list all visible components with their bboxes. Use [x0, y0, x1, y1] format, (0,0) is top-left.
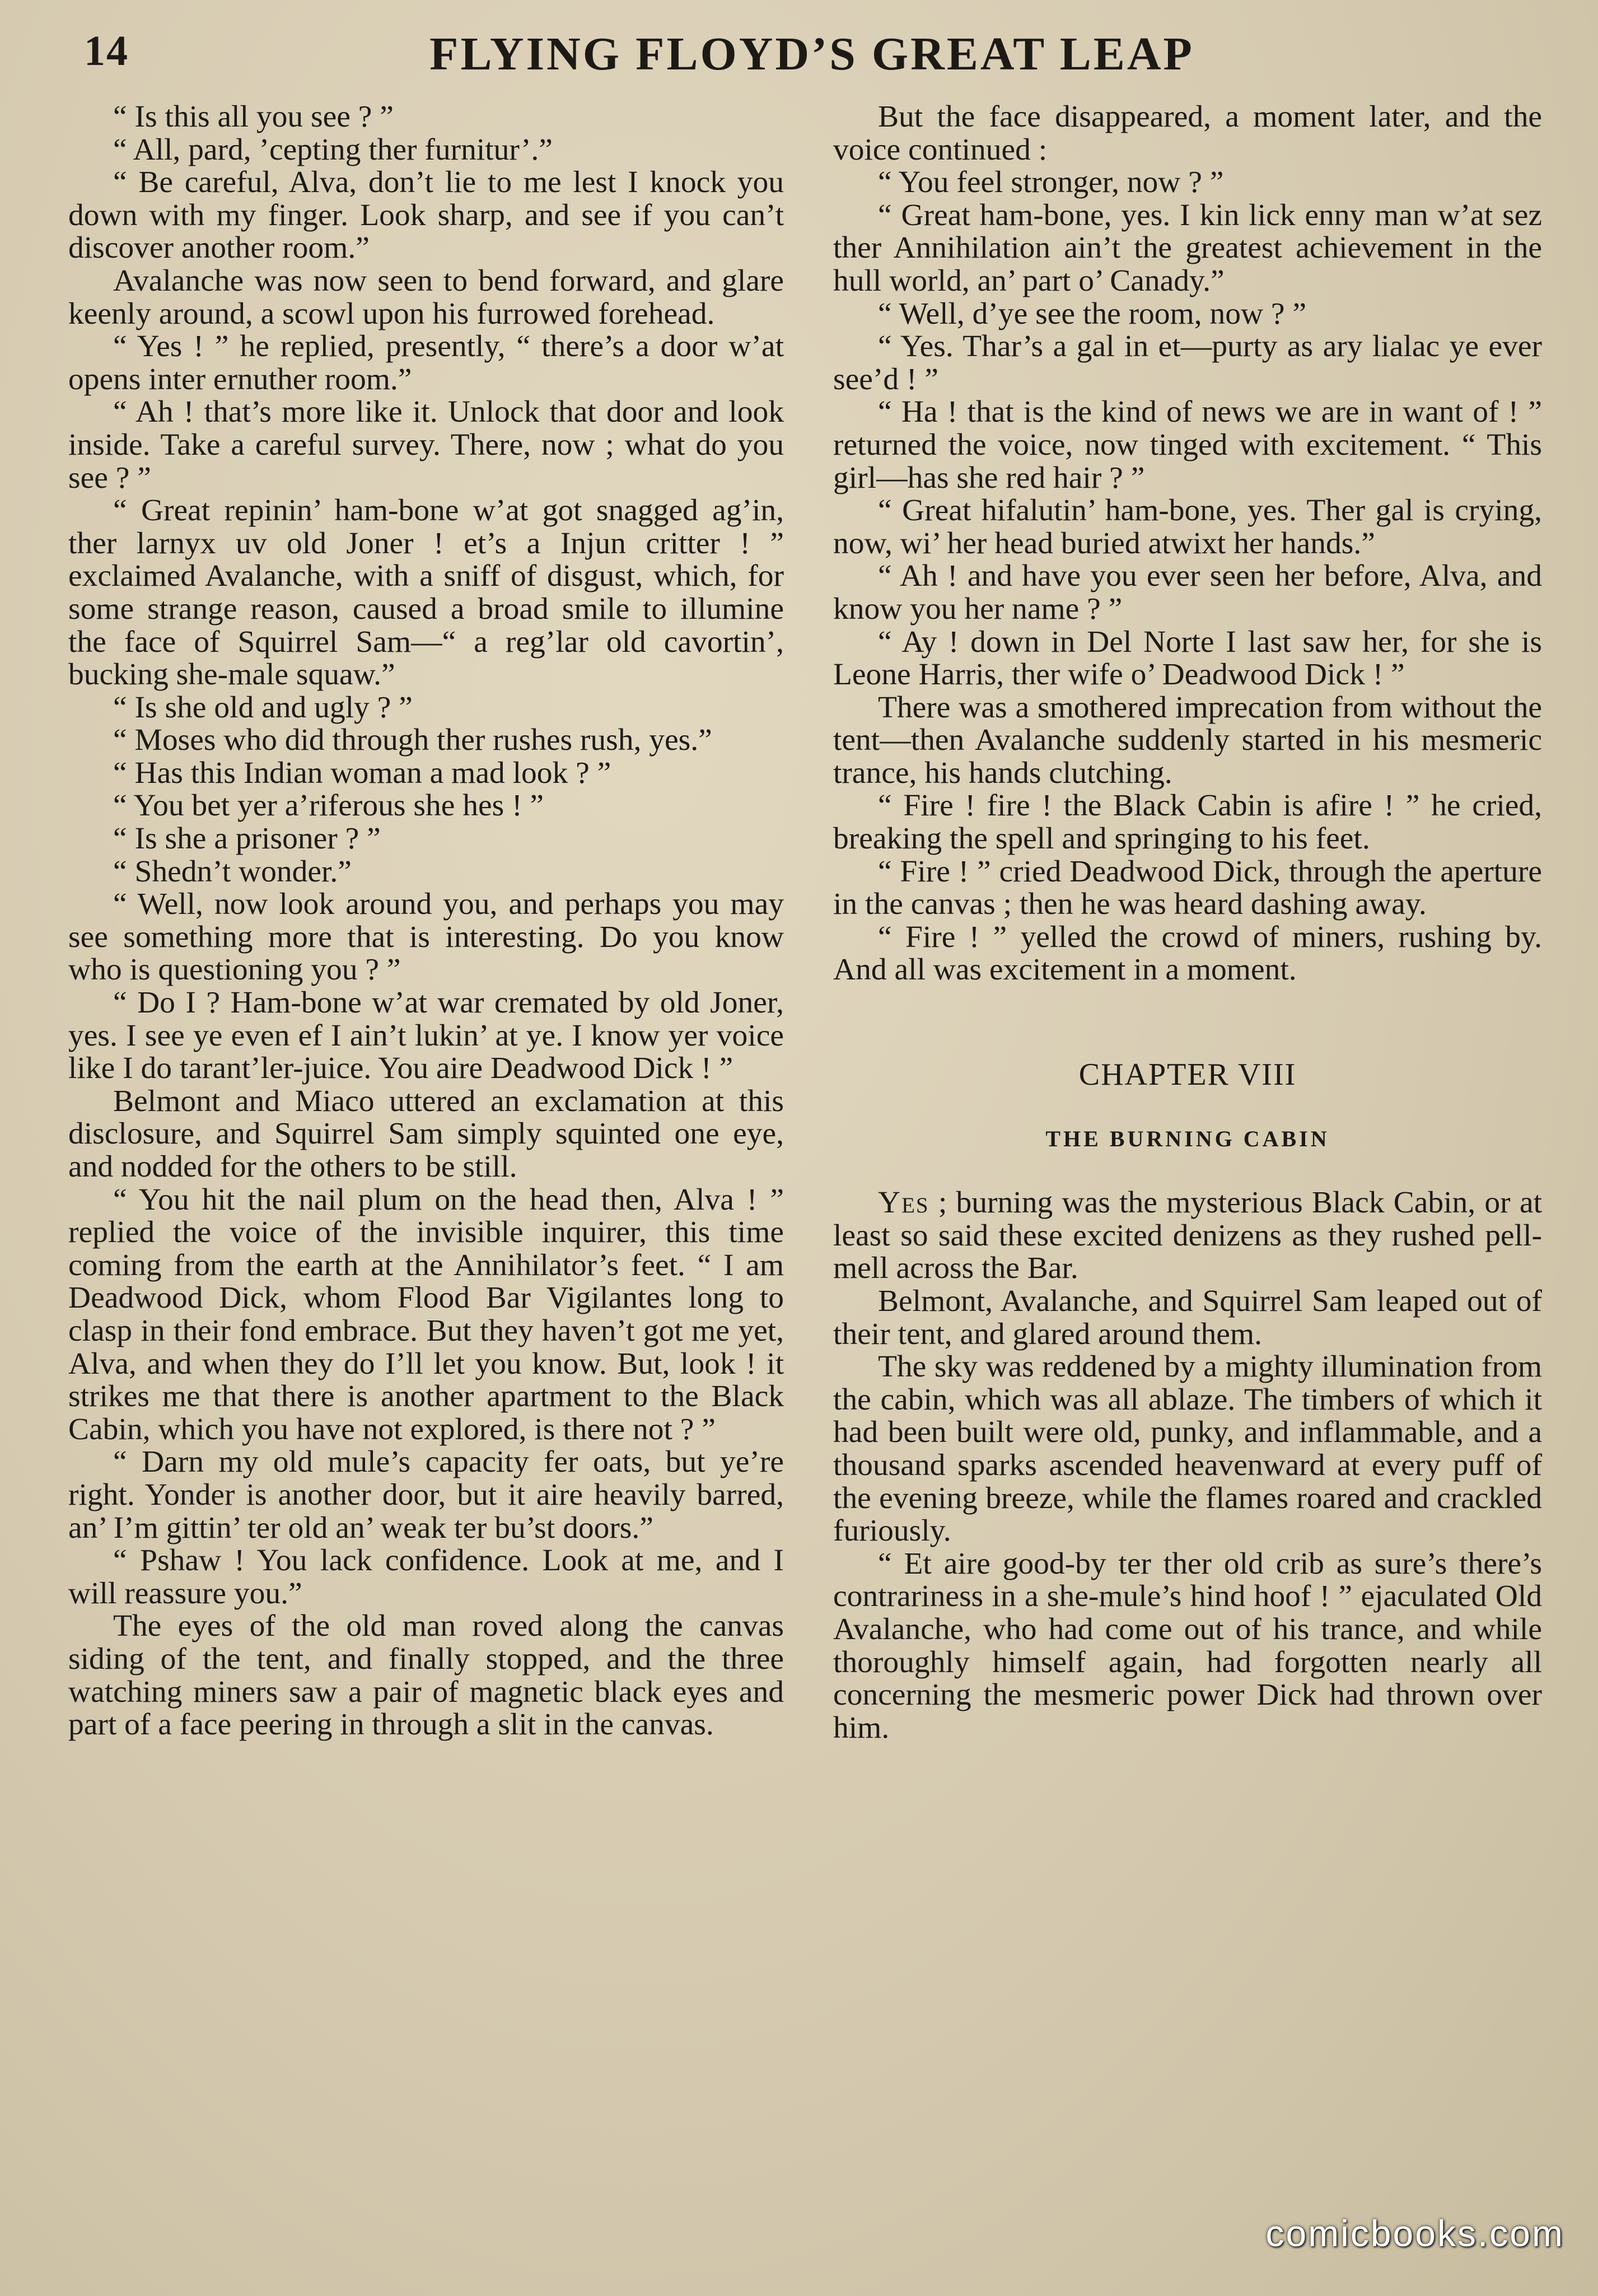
paragraph: “ You hit the nail plum on the head then, Alva ! ” replied the voice of the invisible inquirer, this time coming from the earth at the Annihilator’s feet. “ I am Deadwood Dick, whom Flood Bar Vigilantes long to clasp in their fond embrace. But they haven’t got me yet, Alva, and when they do I’ll let you know. But, look ! it strikes me that there is another apartment to the Black Cabin, which you have not explored, is there not ? ” — [68, 1182, 784, 1446]
page-number: 14 — [84, 27, 129, 74]
paragraph: “ Yes. Thar’s a gal in et—purty as ary lialac ye ever see’d ! ” — [833, 329, 1542, 396]
paragraph: “ Shedn’t wonder.” — [113, 854, 352, 889]
opening-text: ; burning was the mysterious Black Cabin, or at least so said these excited denizens as they rushed pell-mell across the Bar. — [833, 1186, 1542, 1286]
chapter-subtitle: THE BURNING CABIN — [1045, 1126, 1330, 1151]
opening-word: Yes — [878, 1186, 929, 1220]
paragraph: “ Well, d’ye see the room, now ? ” — [878, 296, 1307, 331]
chapter-opening-paragraph — [833, 1187, 1542, 1285]
paragraph: “ Do I ? Ham-bone w’at war cremated by old Joner, yes. I see ye even ef I ain’t lukin’ at ye. I know yer voice like I do tarant’ler-juice. You aire Deadwood Dick ! ” — [68, 986, 784, 1086]
paragraph: Belmont and Miaco uttered an exclamation at this disclosure, and Squirrel Sam simply squinted one eye, and nodded for the others to be still. — [68, 1084, 784, 1184]
site-watermark: comicbooks.com — [1265, 2213, 1564, 2254]
paragraph: “ Well, now look around you, and perhaps you may see something more that is interesting. Do you know who is questioning you ? ” — [68, 887, 784, 987]
paragraph: “ Has this Indian woman a mad look ? ” — [113, 755, 611, 790]
right-column — [833, 101, 1542, 1744]
paragraph: “ Ay ! down in Del Norte I last saw her, for she is Leone Harris, ther wife o’ Deadwood Dick ! ” — [833, 624, 1542, 692]
paragraph: “ Et aire good-by ter ther old crib as sure’s there’s contrariness in a she-mule’s hind hoof ! ” ejaculated Old Avalanche, who had come out of his trance, and while thoroughly himself again, had forgotten nearly all concerning the mesmeric power Dick had thrown over him. — [833, 1546, 1542, 1745]
paragraph: “ Ha ! that is the kind of news we are in want of ! ” returned the voice, now tinged with excitement. “ This girl—has she red hair ? ” — [833, 395, 1542, 495]
paragraph: “ Great ham-bone, yes. I kin lick enny man w’at sez ther Annihilation ain’t the greatest achievement in the hull world, an’ part o’ Canady.” — [833, 198, 1542, 298]
running-title: FLYING FLOYD’S GREAT LEAP — [429, 28, 1194, 80]
paragraph: “ Darn my old mule’s capacity fer oats, but ye’re right. Yonder is another door, but it aire heavily barred, an’ I’m gittin’ ter old an’ weak ter bu’st doors.” — [68, 1445, 784, 1545]
paragraph: “ Ah ! that’s more like it. Unlock that door and look inside. Take a careful survey. There, now ; what do you see ? ” — [68, 395, 784, 495]
chapter-title: CHAPTER VIII — [1078, 1057, 1297, 1093]
paragraph: “ Ah ! and have you ever seen her before, Alva, and know you her name ? ” — [833, 559, 1542, 626]
paragraph: “ Is she a prisoner ? ” — [113, 822, 381, 856]
paragraph: “ Pshaw ! You lack confidence. Look at me, and I will reassure you.” — [68, 1543, 784, 1611]
paragraph: The sky was reddened by a mighty illumination from the cabin, which was all ablaze. The timbers of which it had been built were old, punky, and inflammable, and a thousand sparks ascended heavenward at every puff of the evening breeze, while the flames roared and crackled furiously. — [833, 1350, 1542, 1548]
paragraph: The eyes of the old man roved along the canvas siding of the tent, and finally stopped, and the three watching miners saw a pair of magnetic black eyes and part of a face peering in through a slit in the canvas. — [68, 1609, 784, 1742]
paragraph: “ You bet yer a’riferous she hes ! ” — [113, 788, 544, 823]
page-header — [78, 22, 1545, 90]
paragraph: There was a smothered imprecation from without the tent—then Avalanche suddenly started in his mesmeric trance, his hands clutching. — [833, 690, 1542, 790]
paragraph: “ Is she old and ugly ? ” — [113, 690, 413, 725]
paragraph: But the face disappeared, a moment later, and the voice continued : — [833, 100, 1542, 167]
left-column — [68, 101, 784, 1742]
paragraph: “ Fire ! fire ! the Black Cabin is afire ! ” he cried, breaking the spell and springing to his feet. — [833, 788, 1542, 856]
paragraph: “ Be careful, Alva, don’t lie to me lest I knock you down with my finger. Look sharp, and see if you can’t discover another room.” — [68, 165, 784, 265]
paragraph: “ You feel stronger, now ? ” — [878, 165, 1224, 200]
paragraph: “ All, pard, ’cepting ther furnitur’.” — [113, 132, 553, 167]
paragraph: Belmont, Avalanche, and Squirrel Sam leaped out of their tent, and glared around them. — [833, 1284, 1542, 1351]
paragraph: “ Yes ! ” he replied, presently, “ there’s a door w’at opens inter ernuther room.” — [68, 329, 784, 396]
paragraph: “ Great hifalutin’ ham-bone, yes. Ther gal is crying, now, wi’ her head buried atwixt her hands.” — [833, 493, 1542, 561]
paragraph: “ Fire ! ” yelled the crowd of miners, rushing by. And all was excitement in a moment. — [833, 920, 1542, 987]
paragraph: “ Fire ! ” cried Deadwood Dick, through the aperture in the canvas ; then he was heard dashing away. — [833, 854, 1542, 922]
paragraph: Avalanche was now seen to bend forward, and glare keenly around, a scowl upon his furrowed forehead. — [68, 263, 784, 331]
paragraph: “ Is this all you see ? ” — [113, 100, 394, 134]
paragraph: “ Great repinin’ ham-bone w’at got snagged ag’in, ther larnyx uv old Joner ! et’s a Injun critter ! ” exclaimed Avalanche, with a sniff of disgust, which, for some strange reason, caused a broad smile to illumine the face of Squirrel Sam—“ a reg’lar old cavortin’, bucking she-male squaw.” — [68, 493, 784, 692]
paragraph: “ Moses who did through ther rushes rush, yes.” — [113, 723, 712, 758]
